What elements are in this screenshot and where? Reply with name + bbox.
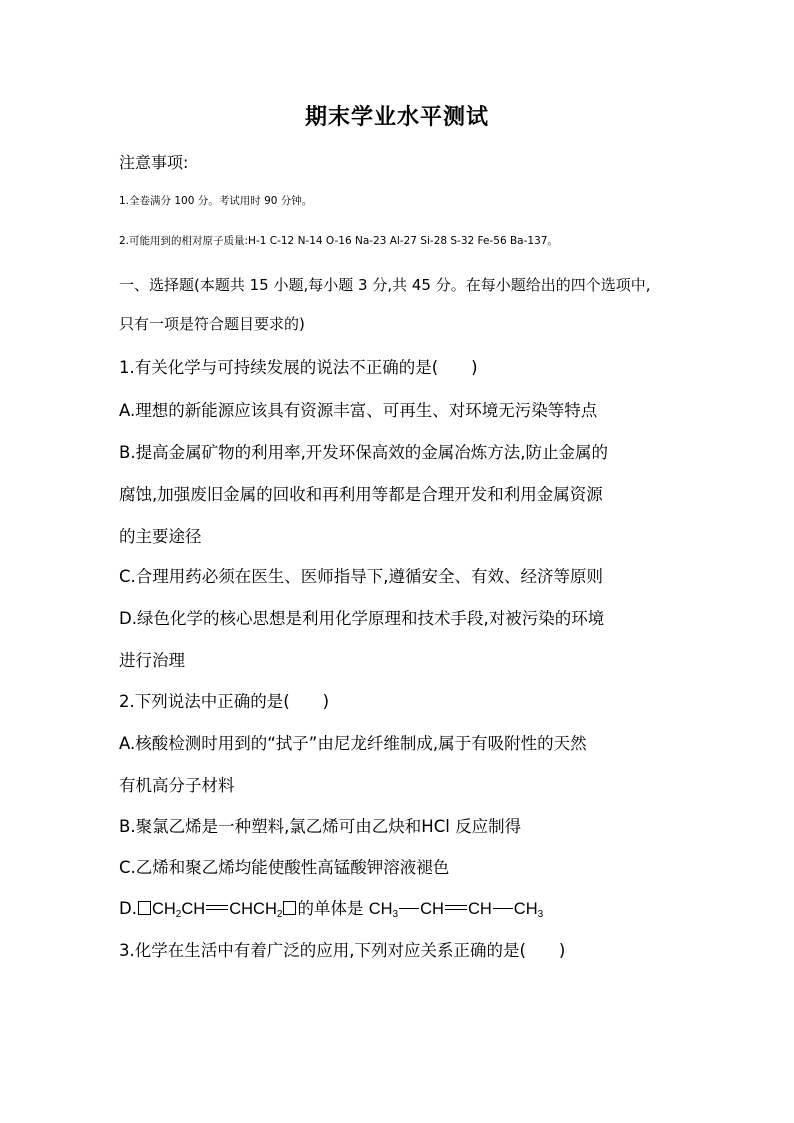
question-2-stem: 2.下列说法中正确的是( ) [119,692,330,711]
formula-text: CHCH [229,900,277,918]
question-1-option-b-line-3: 的主要途径 [119,527,202,546]
polymer-formula [152,900,282,918]
question-2-option-a-line-2: 有机高分子材料 [119,776,235,795]
single-bond-icon [493,908,513,909]
monomer-formula [369,900,544,918]
question-1-option-b-line-2: 腐蚀,加强废旧金属的回收和再利用等都是合理开发和利用金属资源 [119,485,603,504]
notice-item-2: 2.可能用到的相对原子质量:H-1 C-12 N-14 O-16 Na-23 Al-27 Si-28 S-32 Fe-56 Ba-137。 [119,235,558,247]
single-bond-icon [399,908,419,909]
double-bond-icon [445,905,467,910]
formula-subscript: 2 [276,909,283,920]
question-1-option-a: A.理想的新能源应该具有资源丰富、可再生、对环境无污染等特点 [119,401,598,420]
formula-text: CH [420,900,444,918]
question-2-option-c: C.乙烯和聚乙烯均能使酸性高锰酸钾溶液褪色 [119,858,450,877]
question-2-option-a-line-1: A.核酸检测时用到的“拭子”由尼龙纤维制成,属于有吸附性的天然 [119,734,587,753]
option-d-label: D. [119,899,137,918]
page-title: 期末学业水平测试 [304,105,489,130]
section-heading-line-1: 一、选择题(本题共 15 小题,每小题 3 分,共 45 分。在每小题给出的四个选项中, [119,276,651,294]
formula-text: CH [181,900,206,918]
option-d-text: 的单体是 [297,899,364,918]
formula-text: CH [513,900,538,918]
question-2-option-b: B.聚氯乙烯是一种塑料,氯乙烯可由乙炔和HCl 反应制得 [119,817,522,836]
section-heading-line-2: 只有一项是符合题目要求的) [119,315,305,333]
formula-subscript: 2 [175,909,182,920]
notice-heading: 注意事项: [119,153,189,172]
formula-text: CH [151,900,176,918]
formula-text: CH [467,900,492,918]
question-1-option-d-line-1: D.绿色化学的核心思想是利用化学原理和技术手段,对被污染的环境 [119,609,605,628]
question-1-option-d-line-2: 进行治理 [119,651,185,670]
bracket-left-icon [138,901,151,915]
formula-subscript: 3 [392,909,399,920]
question-1-option-c: C.合理用药必须在医生、医师指导下,遵循安全、有效、经济等原则 [119,567,604,586]
notice-item-1: 1.全卷满分 100 分。考试用时 90 分钟。 [119,195,313,207]
question-2-option-d [119,895,543,919]
bracket-right-icon [283,901,296,915]
question-1-stem: 1.有关化学与可持续发展的说法不正确的是( ) [119,358,478,377]
formula-subscript: 3 [537,909,544,920]
question-1-option-b-line-1: B.提高金属矿物的利用率,开发环保高效的金属冶炼方法,防止金属的 [119,443,609,462]
double-bond-icon [206,905,228,910]
question-3-stem: 3.化学在生活中有着广泛的应用,下列对应关系正确的是( ) [119,941,566,960]
formula-text: CH [368,900,393,918]
